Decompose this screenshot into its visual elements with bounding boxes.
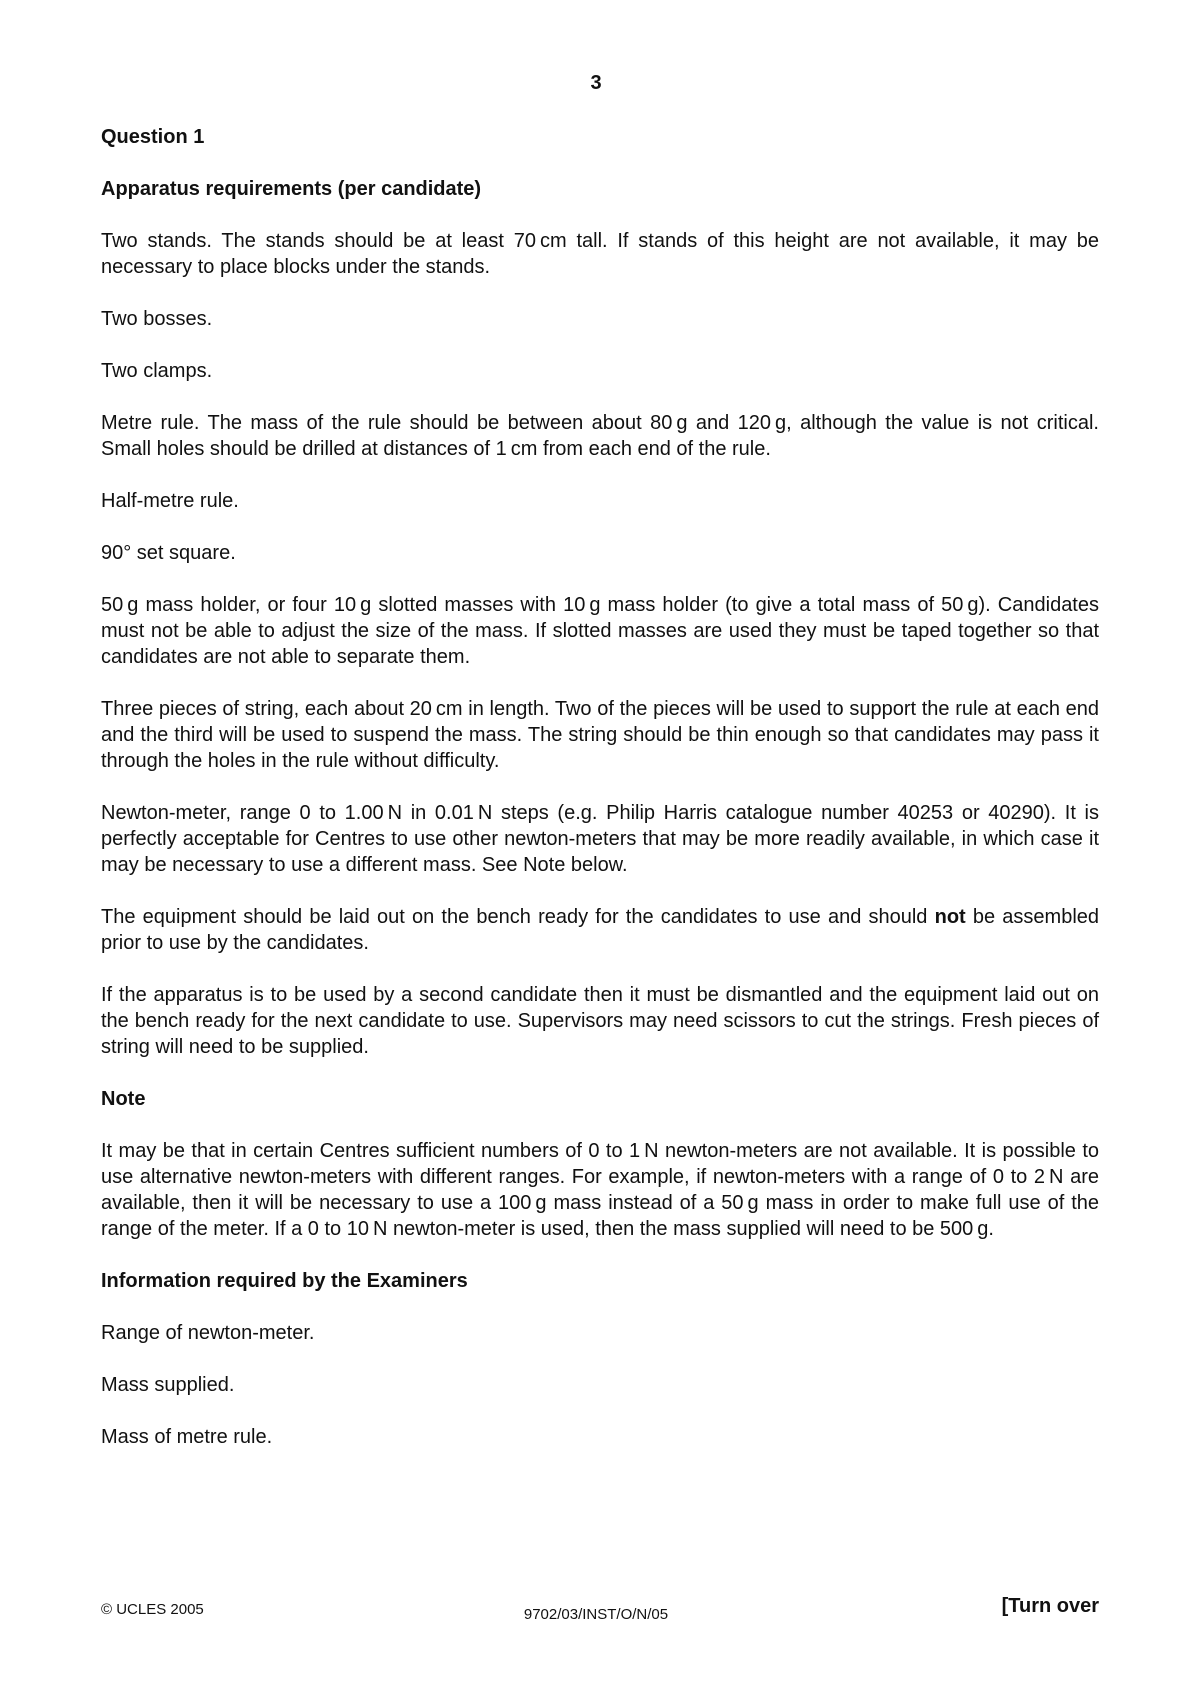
info-heading: Information required by the Examiners [101, 1270, 468, 1292]
equipment-paragraph [101, 904, 1099, 956]
half-metre-rule-paragraph: Half-metre rule. [101, 490, 239, 512]
document-code: 9702/03/INST/O/N/05 [523, 1606, 669, 1623]
stands-paragraph: Two stands. The stands should be at least 70 cm tall. If stands of this height are not available, it may be necessary to place blocks under the stands. [101, 230, 1099, 278]
info-item: Range of newton-meter. [101, 1322, 315, 1344]
page-number: 3 [590, 72, 602, 94]
set-square-paragraph: 90° set square. [101, 542, 236, 564]
copyright: © UCLES 2005 [101, 1601, 204, 1618]
equipment-emphasis: not [934, 906, 966, 928]
newton-meter-paragraph: Newton-meter, range 0 to 1.00 N in 0.01 N steps (e.g. Philip Harris catalogue number 40253 or 40290). It is perfectly acceptable for Centres to use other newton-meters that may be more readily available, in which case it may be necessary to use a different mass. See Note below. [101, 802, 1099, 876]
document-body [101, 124, 1099, 1476]
question-title: Question 1 [101, 126, 205, 148]
string-paragraph: Three pieces of string, each about 20 cm in length. Two of the pieces will be used to support the rule at each end and the third will be used to suspend the mass. The string should be thin enough so that candidates may pass it through the holes in the rule without difficulty. [101, 698, 1099, 772]
clamps-paragraph: Two clamps. [101, 360, 213, 382]
second-candidate-paragraph: If the apparatus is to be used by a second candidate then it must be dismantled and the equipment laid out on the bench ready for the next candidate to use. Supervisors may need scissors to cut the strings. Fresh pieces of string will need to be supplied. [101, 984, 1099, 1058]
equipment-text-end: be assembled prior to use by the candidates. [101, 906, 1100, 954]
info-item: Mass supplied. [101, 1374, 235, 1396]
equipment-text-start: The equipment should be laid out on the bench ready for the candidates to use and should [101, 906, 935, 928]
note-paragraph: It may be that in certain Centres sufficient numbers of 0 to 1 N newton-meters are not available. It is possible to use alternative newton-meters with different ranges. For example, if newton-meters with a range of 0 to 2 N are available, then it will be necessary to use a 100 g mass instead of a 50 g mass in order to make full use of the range of the meter. If a 0 to 10 N newton-meter is used, then the mass supplied will need to be 500 g. [101, 1140, 1099, 1240]
bosses-paragraph: Two bosses. [101, 308, 213, 330]
note-heading: Note [101, 1088, 146, 1110]
metre-rule-paragraph: Metre rule. The mass of the rule should be between about 80 g and 120 g, although the value is not critical. Small holes should be drilled at distances of 1 cm from each end of the rule. [101, 412, 1099, 460]
apparatus-heading: Apparatus requirements (per candidate) [101, 178, 482, 200]
info-item: Mass of metre rule. [101, 1426, 273, 1448]
mass-holder-paragraph: 50 g mass holder, or four 10 g slotted masses with 10 g mass holder (to give a total mass of 50 g). Candidates must not be able to adjust the size of the mass. If slotted masses are used they must be taped together so that candidates are not able to separate them. [101, 594, 1099, 668]
turn-over: [Turn over [1001, 1595, 1099, 1617]
